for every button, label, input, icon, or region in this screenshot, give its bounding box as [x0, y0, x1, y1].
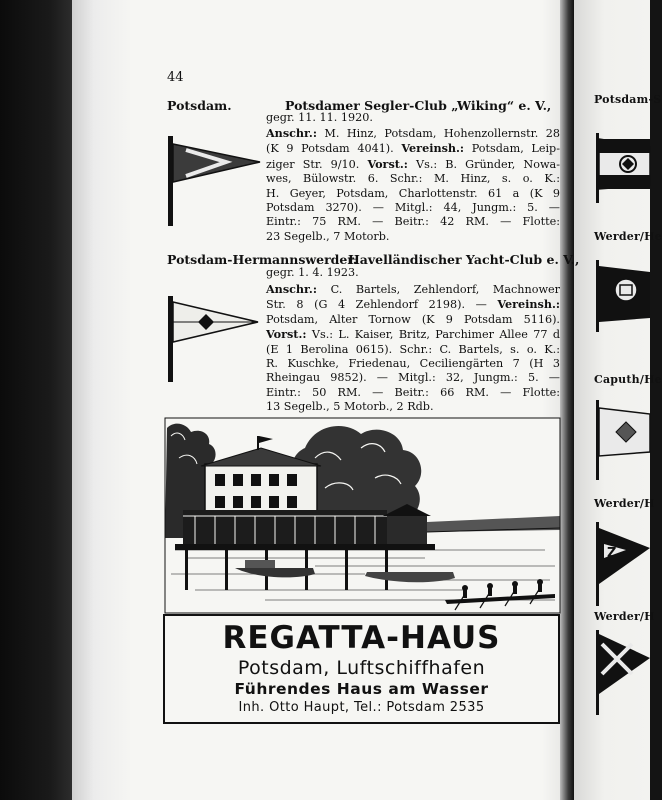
entry-line: [266, 201, 560, 215]
next-page-label: Werder/H: [594, 497, 655, 510]
next-page-label: Potsdam-S: [594, 93, 662, 106]
field-text: Rheingau 9852). — Mitgl.: 32, Jungm.: 5. —: [266, 371, 560, 385]
entry-line: [266, 141, 560, 156]
field-text: Potsdam 3270). — Mitgl.: 44, Jungm.: 5. —: [266, 201, 560, 215]
entry-line: [266, 157, 560, 172]
club-name: Potsdamer Segler-Club „Wiking“ e. V.,: [285, 98, 552, 113]
entry-line: [266, 343, 560, 357]
field-text: R. Kuschke, Friedenau, Ceciliengärten 7 (H 3: [266, 357, 560, 371]
pennant-eagle-icon: [596, 133, 650, 203]
next-page-label: Werder/He: [594, 230, 662, 243]
field-text: Potsdam, Alter Tornow (K 9 Potsdam 5116).: [266, 312, 560, 326]
field-text: Potsdam, Leip-: [464, 142, 560, 156]
entry-line: [266, 297, 560, 312]
next-page-edge: [574, 0, 662, 800]
pennant-cross-icon: [596, 630, 650, 715]
next-page-label: Caputh/He: [594, 373, 662, 386]
pennant-z-icon: [596, 522, 650, 606]
advertisement-box: [163, 614, 560, 724]
entry-line: [266, 313, 560, 327]
field-text: Eintr.: 75 RM. — Beitr.: 42 RM. — Flotte:: [266, 215, 560, 229]
field-text: H. Geyer, Potsdam, Charlottenstr. 61 a (K 9: [266, 186, 560, 200]
entry-line: [266, 357, 560, 371]
pennant-crest-icon: [596, 260, 650, 332]
ad-title: REGATTA-HAUS: [222, 620, 501, 656]
field-text: Vs.: L. Kaiser, Britz, Parchimer Allee 77 d: [306, 328, 560, 342]
entry-line: [266, 400, 560, 414]
field-label: Anschr.:: [266, 126, 317, 140]
field-text: Str. 8 (G 4 Zehlendorf 2198). —: [266, 298, 498, 312]
field-text: wes, Bülowstr. 6. Schr.: M. Hinz, s. o. K.:: [266, 172, 560, 186]
entry-location: Potsdam.: [167, 98, 232, 113]
field-label: Vereinsh.:: [497, 297, 560, 312]
founded-date: gegr. 1. 4. 1923.: [266, 266, 359, 279]
field-label: Vorst.:: [266, 327, 307, 342]
entry-line: [266, 172, 560, 186]
entry-line: [266, 371, 560, 385]
ad-tagline: Führendes Haus am Wasser: [234, 680, 489, 698]
field-text: 23 Segelb., 7 Motorb.: [266, 229, 390, 243]
field-text: Vs.: B. Gründer, Nowa-: [407, 157, 560, 171]
svg-text:Z: Z: [607, 546, 617, 561]
pennant-diamond-icon: [596, 400, 650, 480]
entry-line: [266, 230, 560, 244]
entry-line: [266, 187, 560, 201]
field-label: Anschr.:: [266, 282, 317, 296]
field-text: 13 Segelb., 5 Motorb., 2 Rdb.: [266, 400, 434, 414]
field-text: Eintr.: 50 RM. — Beitr.: 66 RM. — Flotte:: [266, 385, 560, 399]
entry-line: [266, 386, 560, 400]
entry-line: [266, 282, 560, 297]
entry-line: [266, 126, 560, 141]
field-text: ziger Str. 9/10.: [266, 157, 368, 171]
entry-body: [266, 282, 560, 415]
next-page-label: Werder/H: [594, 610, 655, 623]
field-label: Vereinsh.:: [401, 141, 465, 156]
entry-line: [266, 215, 560, 229]
field-text: (E 1 Berolina 0615). Schr.: C. Bartels, s. o. K.:: [266, 342, 560, 356]
founded-date: gegr. 11. 11. 1920.: [266, 111, 373, 124]
entry-location: Potsdam-Hermannswerder.: [167, 252, 358, 267]
page-number: 44: [167, 70, 184, 85]
ad-subtitle: Potsdam, Luftschiffhafen: [237, 657, 486, 679]
pennant-chevron-icon: [168, 136, 260, 226]
regatta-haus-illustration: [165, 418, 560, 613]
entry-line: [266, 327, 560, 342]
entry-body: [266, 126, 560, 244]
ad-owner: Inh. Otto Haupt, Tel.: Potsdam 2535: [238, 700, 485, 715]
field-text: (K 9 Potsdam 4041).: [266, 142, 402, 156]
field-text: M. Hinz, Potsdam, Hohenzollernstr. 28: [316, 127, 560, 140]
field-text: C. Bartels, Zehlendorf, Machnower: [316, 283, 560, 296]
book-gutter: [560, 0, 574, 800]
book-edge-left: [0, 0, 72, 800]
field-label: Vorst.:: [367, 156, 408, 171]
club-name: Havelländischer Yacht-Club e. V.,: [348, 252, 580, 267]
pennant-diamond-icon: [168, 296, 260, 382]
